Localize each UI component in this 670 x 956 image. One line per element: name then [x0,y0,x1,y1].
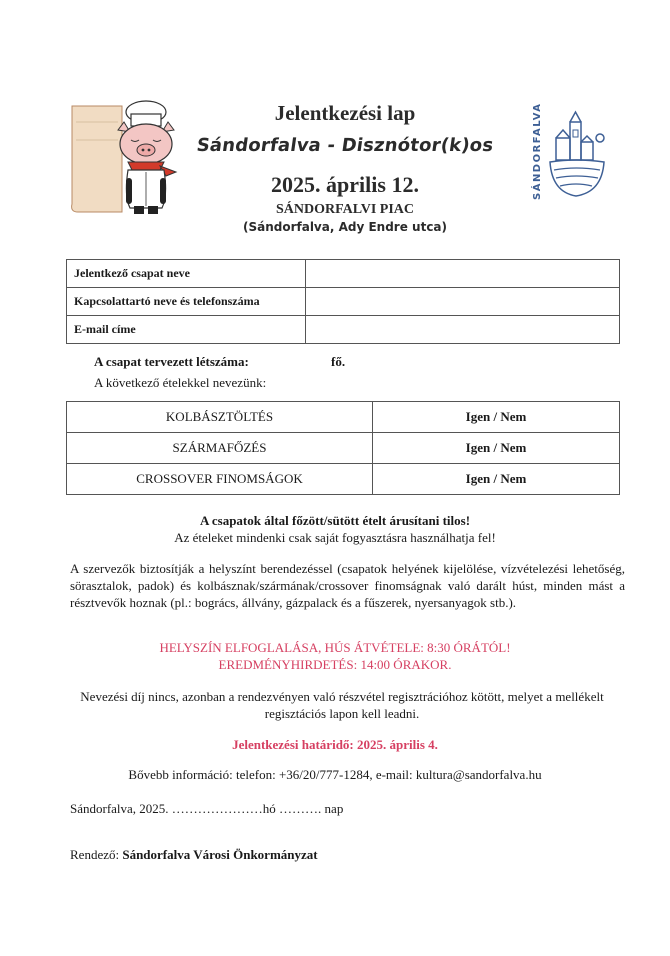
table-row [67,433,620,464]
event-name: Sándorfalva - Disznótor(k)os [195,135,495,156]
yes-no-choice[interactable]: Igen / Nem [373,464,620,495]
dish-name: CROSSOVER FINOMSÁGOK [67,464,373,495]
team-name-field[interactable] [306,260,620,288]
date-sign-line: Sándorfalva, 2025. …………………hó ………. nap [70,801,344,816]
entry-intro: A következő ételekkel nevezünk: [94,375,267,390]
yes-no-choice[interactable]: Igen / Nem [373,433,620,464]
dish-name: KOLBÁSZTÖLTÉS [67,402,373,433]
event-address: (Sándorfalva, Ady Endre utca) [242,220,448,234]
organizer-label: Rendező: [70,847,120,862]
contact-label: Kapcsolattartó neve és telefonszáma [67,288,306,316]
sales-prohibited-notice: A csapatok által főzött/sütött ételt árusítani tilos! [199,513,471,528]
schedule-line-1: HELYSZÍN ELFOGLALÁSA, HÚS ÁTVÉTELE: 8:30 ÓRÁTÓL! [159,640,511,655]
table-row [67,288,620,316]
contact-field[interactable] [306,288,620,316]
yes-no-choice[interactable]: Igen / Nem [373,402,620,433]
event-date: 2025. április 12. [271,172,419,197]
food-category-table [66,401,620,495]
form-title: Jelentkezési lap [274,101,416,125]
event-venue: SÁNDORFALVI PIAC [275,202,415,217]
team-name-label: Jelentkező csapat neve [67,260,306,288]
organizer-line [70,847,318,863]
consumption-notice: Az ételeket mindenki csak saját fogyasztásra használhatja fel! [174,530,496,545]
sandorfalva-logo [530,100,612,210]
table-row [67,260,620,288]
dish-name: SZÁRMAFŐZÉS [67,433,373,464]
fee-paragraph: Nevezési díj nincs, azonban a rendezvényen való részvétel regisztrációhoz kötött, melyet a mellékelt regisztációs lapon kell leadni. [80,689,604,721]
deadline: Jelentkezési határidő: 2025. április 4. [232,737,438,752]
table-row [67,316,620,344]
email-field[interactable] [306,316,620,344]
svg-text:SÁNDORFALVA: SÁNDORFALVA [532,102,543,200]
organizers-paragraph: A szervezők biztosítják a helyszínt berendezéssel (csapatok helyének kijelölése, vízvételezési lehetőség, sörasztalok, padok) és kolbásznak/szármának/crossover finomságnak való darált húst, minden mást a résztvevők hoznak (pl.: bogrács, állvány, gázpalack és a fűszerek, nyersanyagok stb.). [70,561,625,610]
contact-info: Bővebb információ: telefon: +36/20/777-1284, e-mail: kultura@sandorfalva.hu [128,767,542,782]
email-label: E-mail címe [67,316,306,344]
organizer-name: Sándorfalva Városi Önkormányzat [122,847,318,862]
team-info-table [66,259,620,344]
schedule-line-2: EREDMÉNYHIRDETÉS: 14:00 ÓRAKOR. [218,657,452,672]
team-size-unit: fő. [331,354,346,369]
pig-chef-illustration [68,100,188,218]
table-row [67,402,620,433]
table-row [67,464,620,495]
team-size-label: A csapat tervezett létszáma: [94,354,249,369]
